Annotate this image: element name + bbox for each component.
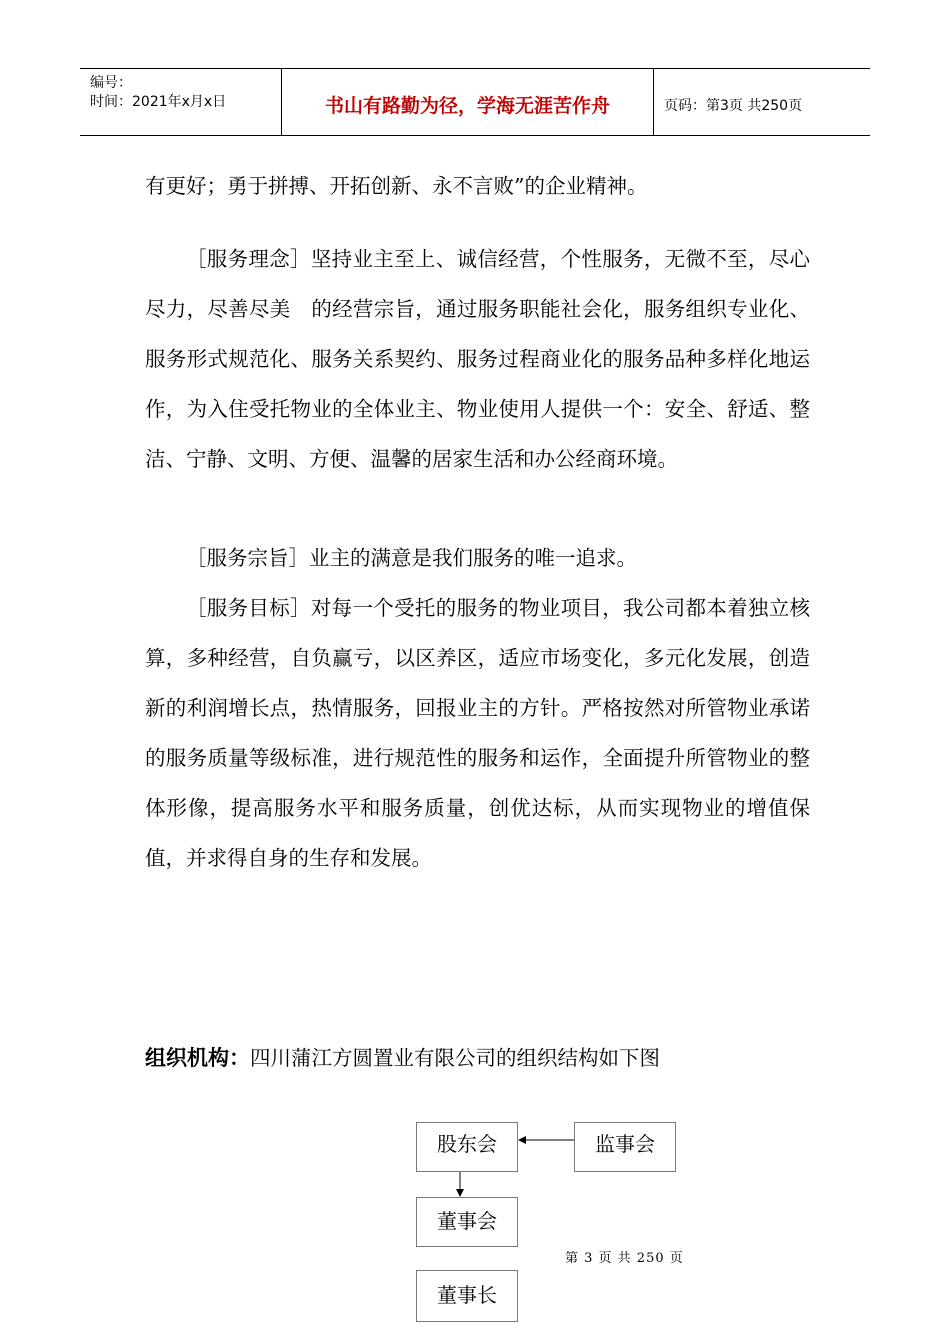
header-page-number: 页码：第3页 共250页 xyxy=(664,98,803,114)
paragraph-enterprise-spirit: 有更好；勇于拼搏、开拓创新、永不言败”的企业精神。 xyxy=(145,174,648,198)
paragraph-service-purpose: ［服务宗旨］业主的满意是我们服务的唯一追求。 xyxy=(186,546,637,570)
paragraph-service-goal: ［服务目标］对每一个受托的服务的物业项目，我公司都本着独立核算，多种经营，自负赢亏，以区养区，适应市场变化，多元化发展，创造新的利润增长点，热情服务，回报业主的方针。严格按然对所管物业承诺的服务质量等级标准，进行规范性的服务和运作，全面提升所管物业的整体形像，提高服务水平和服务质量，创优达标，从而实现物业的增值保值，并求得自身的生存和发展。 xyxy=(145,596,810,870)
org-heading-label: 组织机构： xyxy=(145,1046,250,1070)
document-date: 时间：2021年x月x日 xyxy=(90,94,227,110)
org-node-shareholders: 股东会 xyxy=(416,1122,518,1172)
org-node-chairman: 董事长 xyxy=(416,1270,518,1322)
org-heading-text: 四川蒲江方圆置业有限公司的组织结构如下图 xyxy=(250,1046,660,1070)
page-footer-number: 第 3 页 共 250 页 xyxy=(565,1251,684,1266)
org-node-supervisors: 监事会 xyxy=(574,1122,676,1172)
document-number: 编号： xyxy=(90,75,132,91)
paragraph-service-philosophy: ［服务理念］坚持业主至上、诚信经营，个性服务，无微不至，尽心尽力，尽善尽美 的经营宗旨，通过服务职能社会化，服务组织专业化、服务形式规范化、服务关系契约、服务过程商业化的服务品种多样化地运作，为入住受托物业的全体业主、物业使用人提供一个：安全、舒适、整洁、宁静、文明、方便、温馨的居家生活和办公经商环境。 xyxy=(145,247,810,471)
org-node-board: 董事会 xyxy=(416,1197,518,1247)
header-motto: 书山有路勤为径，学海无涯苦作舟 xyxy=(324,95,610,117)
